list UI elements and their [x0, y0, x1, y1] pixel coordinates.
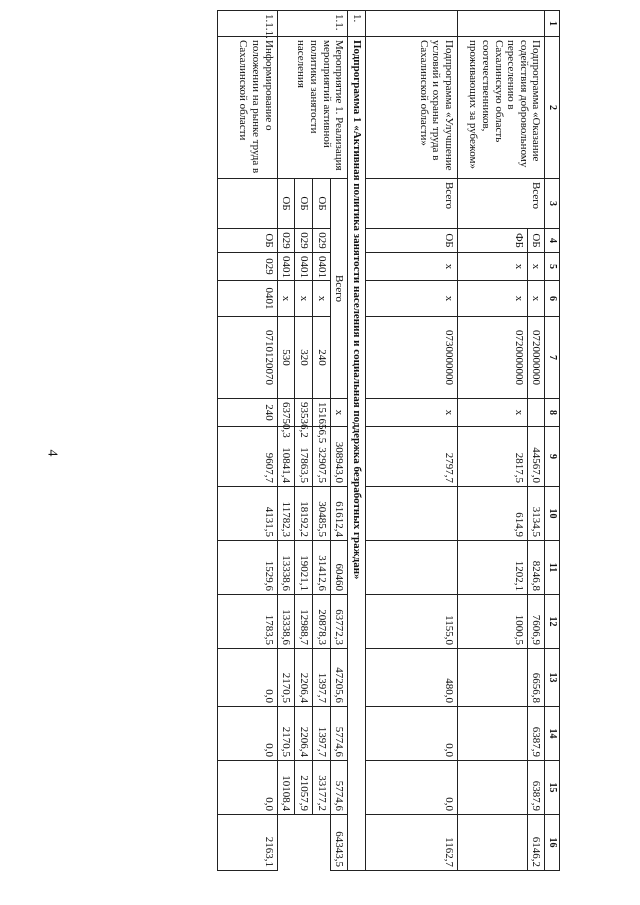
cell: 0710120070	[217, 317, 277, 399]
cell-empty	[365, 11, 457, 37]
cell: x	[527, 281, 545, 317]
cell: 21057,9	[295, 761, 313, 815]
col-8: 8	[545, 399, 560, 427]
cell: x	[457, 253, 527, 281]
cell: 18192,2	[295, 487, 313, 541]
cell: 12988,7	[295, 595, 313, 649]
cell: ОБ	[312, 179, 330, 229]
col-12: 12	[545, 595, 560, 649]
subprogram-name: Подпрограмма «Оказание содействия добровольному переселению в Сахалинскую область соотечественников, проживающих за рубежом»	[457, 37, 545, 179]
cell: 240	[217, 399, 277, 427]
table-row	[330, 11, 348, 871]
cell: 6146,2	[527, 815, 545, 871]
cell-empty	[217, 179, 277, 229]
cell: ОБ	[365, 229, 457, 253]
table-row	[217, 11, 277, 871]
cell: 480,0	[365, 649, 457, 707]
budget-table	[217, 10, 560, 871]
cell: 61612,4	[330, 487, 348, 541]
cell: 20878,3	[312, 595, 330, 649]
cell: 2206,4	[295, 649, 313, 707]
cell	[457, 649, 527, 707]
cell-empty	[457, 11, 545, 37]
row-number: 1.1.	[277, 11, 348, 37]
cell: ОБ	[527, 229, 545, 253]
col-9: 9	[545, 427, 560, 487]
cell: ФБ	[457, 229, 527, 253]
col-6: 6	[545, 281, 560, 317]
section-title: Подпрограмма 1 «Активная политика занятости населения и социальная поддержка безработных граждан»	[348, 37, 366, 871]
cell: 0,0	[365, 761, 457, 815]
cell: 13338,6	[277, 595, 295, 649]
col-16: 16	[545, 815, 560, 871]
cell: 029	[217, 253, 277, 281]
col-4: 4	[545, 229, 560, 253]
cell: 0,0	[217, 761, 277, 815]
cell: 63750,3	[277, 399, 295, 427]
cell: 0,0	[217, 707, 277, 761]
cell: 614,9	[457, 487, 527, 541]
cell: x	[295, 281, 313, 317]
cell: 2206,4	[295, 707, 313, 761]
cell: 308943,0	[330, 427, 348, 487]
status-cell: Всего	[365, 179, 457, 229]
cell: 32907,5	[312, 427, 330, 487]
cell	[457, 815, 527, 871]
cell: 44567,0	[527, 427, 545, 487]
cell	[365, 487, 457, 541]
col-5: 5	[545, 253, 560, 281]
cell: 6387,9	[527, 707, 545, 761]
cell: 1000,5	[457, 595, 527, 649]
cell: 5774,6	[330, 761, 348, 815]
measure-name: Мероприятие 1. Реализация мероприятий активной политики занятости населения	[277, 37, 348, 179]
cell	[457, 707, 527, 761]
cell: 240	[312, 317, 330, 399]
page-number: 4	[44, 449, 60, 457]
cell: 0730000000	[365, 317, 457, 399]
cell: 0,0	[365, 707, 457, 761]
cell: 2817,5	[457, 427, 527, 487]
cell: 029	[277, 229, 295, 253]
cell	[457, 761, 527, 815]
cell: 31412,6	[312, 541, 330, 595]
cell: 64343,5	[330, 815, 348, 871]
status-cell: Всего	[457, 179, 545, 229]
cell: x	[365, 399, 457, 427]
row-number: 1.1.1.	[217, 11, 277, 37]
cell: x	[365, 253, 457, 281]
cell: 0401	[312, 253, 330, 281]
cell: 19021,1	[295, 541, 313, 595]
cell: 1529,6	[217, 541, 277, 595]
cell: 6656,8	[527, 649, 545, 707]
cell: x	[457, 281, 527, 317]
cell: 2170,5	[277, 707, 295, 761]
cell: 4131,5	[217, 487, 277, 541]
cell: 13338,6	[277, 541, 295, 595]
cell: 530	[277, 317, 295, 399]
cell: ОБ	[217, 229, 277, 253]
col-13: 13	[545, 649, 560, 707]
cell: 151656,5	[312, 399, 330, 427]
cell: 1155,0	[365, 595, 457, 649]
cell: 3134,5	[527, 487, 545, 541]
cell: 11782,3	[277, 487, 295, 541]
cell: x	[457, 399, 527, 427]
cell: 0720000000	[527, 317, 545, 399]
subprogram-name: Подпрограмма «Улучшение условий и охраны труда в Сахалинской области»	[365, 37, 457, 179]
cell: 63772,3	[330, 595, 348, 649]
cell: 60460	[330, 541, 348, 595]
column-number-row	[545, 11, 560, 871]
cell: 0401	[295, 253, 313, 281]
cell: 1397,7	[312, 707, 330, 761]
total-label: Всего	[330, 179, 348, 399]
cell: 320	[295, 317, 313, 399]
cell: 0,0	[217, 649, 277, 707]
cell: x	[365, 281, 457, 317]
col-2: 2	[545, 37, 560, 179]
cell: 1162,7	[365, 815, 457, 871]
section-row	[348, 11, 366, 871]
measure-name: Информирование о положении на рынке труда в Сахалинской области	[217, 37, 277, 179]
cell: 5774,6	[330, 707, 348, 761]
cell: 47205,6	[330, 649, 348, 707]
cell: 17863,5	[295, 427, 313, 487]
cell: 6387,9	[527, 761, 545, 815]
cell	[365, 541, 457, 595]
cell: 2163,1	[217, 815, 277, 871]
cell: 0720000000	[457, 317, 527, 399]
cell: 93536,2	[295, 399, 313, 427]
cell: 8246,8	[527, 541, 545, 595]
cell: 0401	[217, 281, 277, 317]
cell: 1397,7	[312, 649, 330, 707]
cell: 1202,1	[457, 541, 527, 595]
cell: 2170,5	[277, 649, 295, 707]
cell	[527, 399, 545, 427]
cell: x	[312, 281, 330, 317]
table-row	[365, 11, 457, 871]
cell: 30485,5	[312, 487, 330, 541]
cell: x	[527, 253, 545, 281]
cell: x	[330, 399, 348, 427]
col-3: 3	[545, 179, 560, 229]
col-1: 1	[545, 11, 560, 37]
cell: 029	[295, 229, 313, 253]
section-number: 1.	[348, 11, 366, 37]
cell: 7606,9	[527, 595, 545, 649]
cell: ОБ	[277, 179, 295, 229]
cell: 0401	[277, 253, 295, 281]
cell: 33177,2	[312, 761, 330, 815]
col-14: 14	[545, 707, 560, 761]
col-11: 11	[545, 541, 560, 595]
cell: 029	[312, 229, 330, 253]
cell: ОБ	[295, 179, 313, 229]
col-10: 10	[545, 487, 560, 541]
col-15: 15	[545, 761, 560, 815]
col-7: 7	[545, 317, 560, 399]
cell: 9607,7	[217, 427, 277, 487]
cell: 10108,4	[277, 761, 295, 815]
table-row	[527, 11, 545, 871]
cell: 1783,5	[217, 595, 277, 649]
cell: 2797,7	[365, 427, 457, 487]
cell: x	[277, 281, 295, 317]
cell: 10841,4	[277, 427, 295, 487]
